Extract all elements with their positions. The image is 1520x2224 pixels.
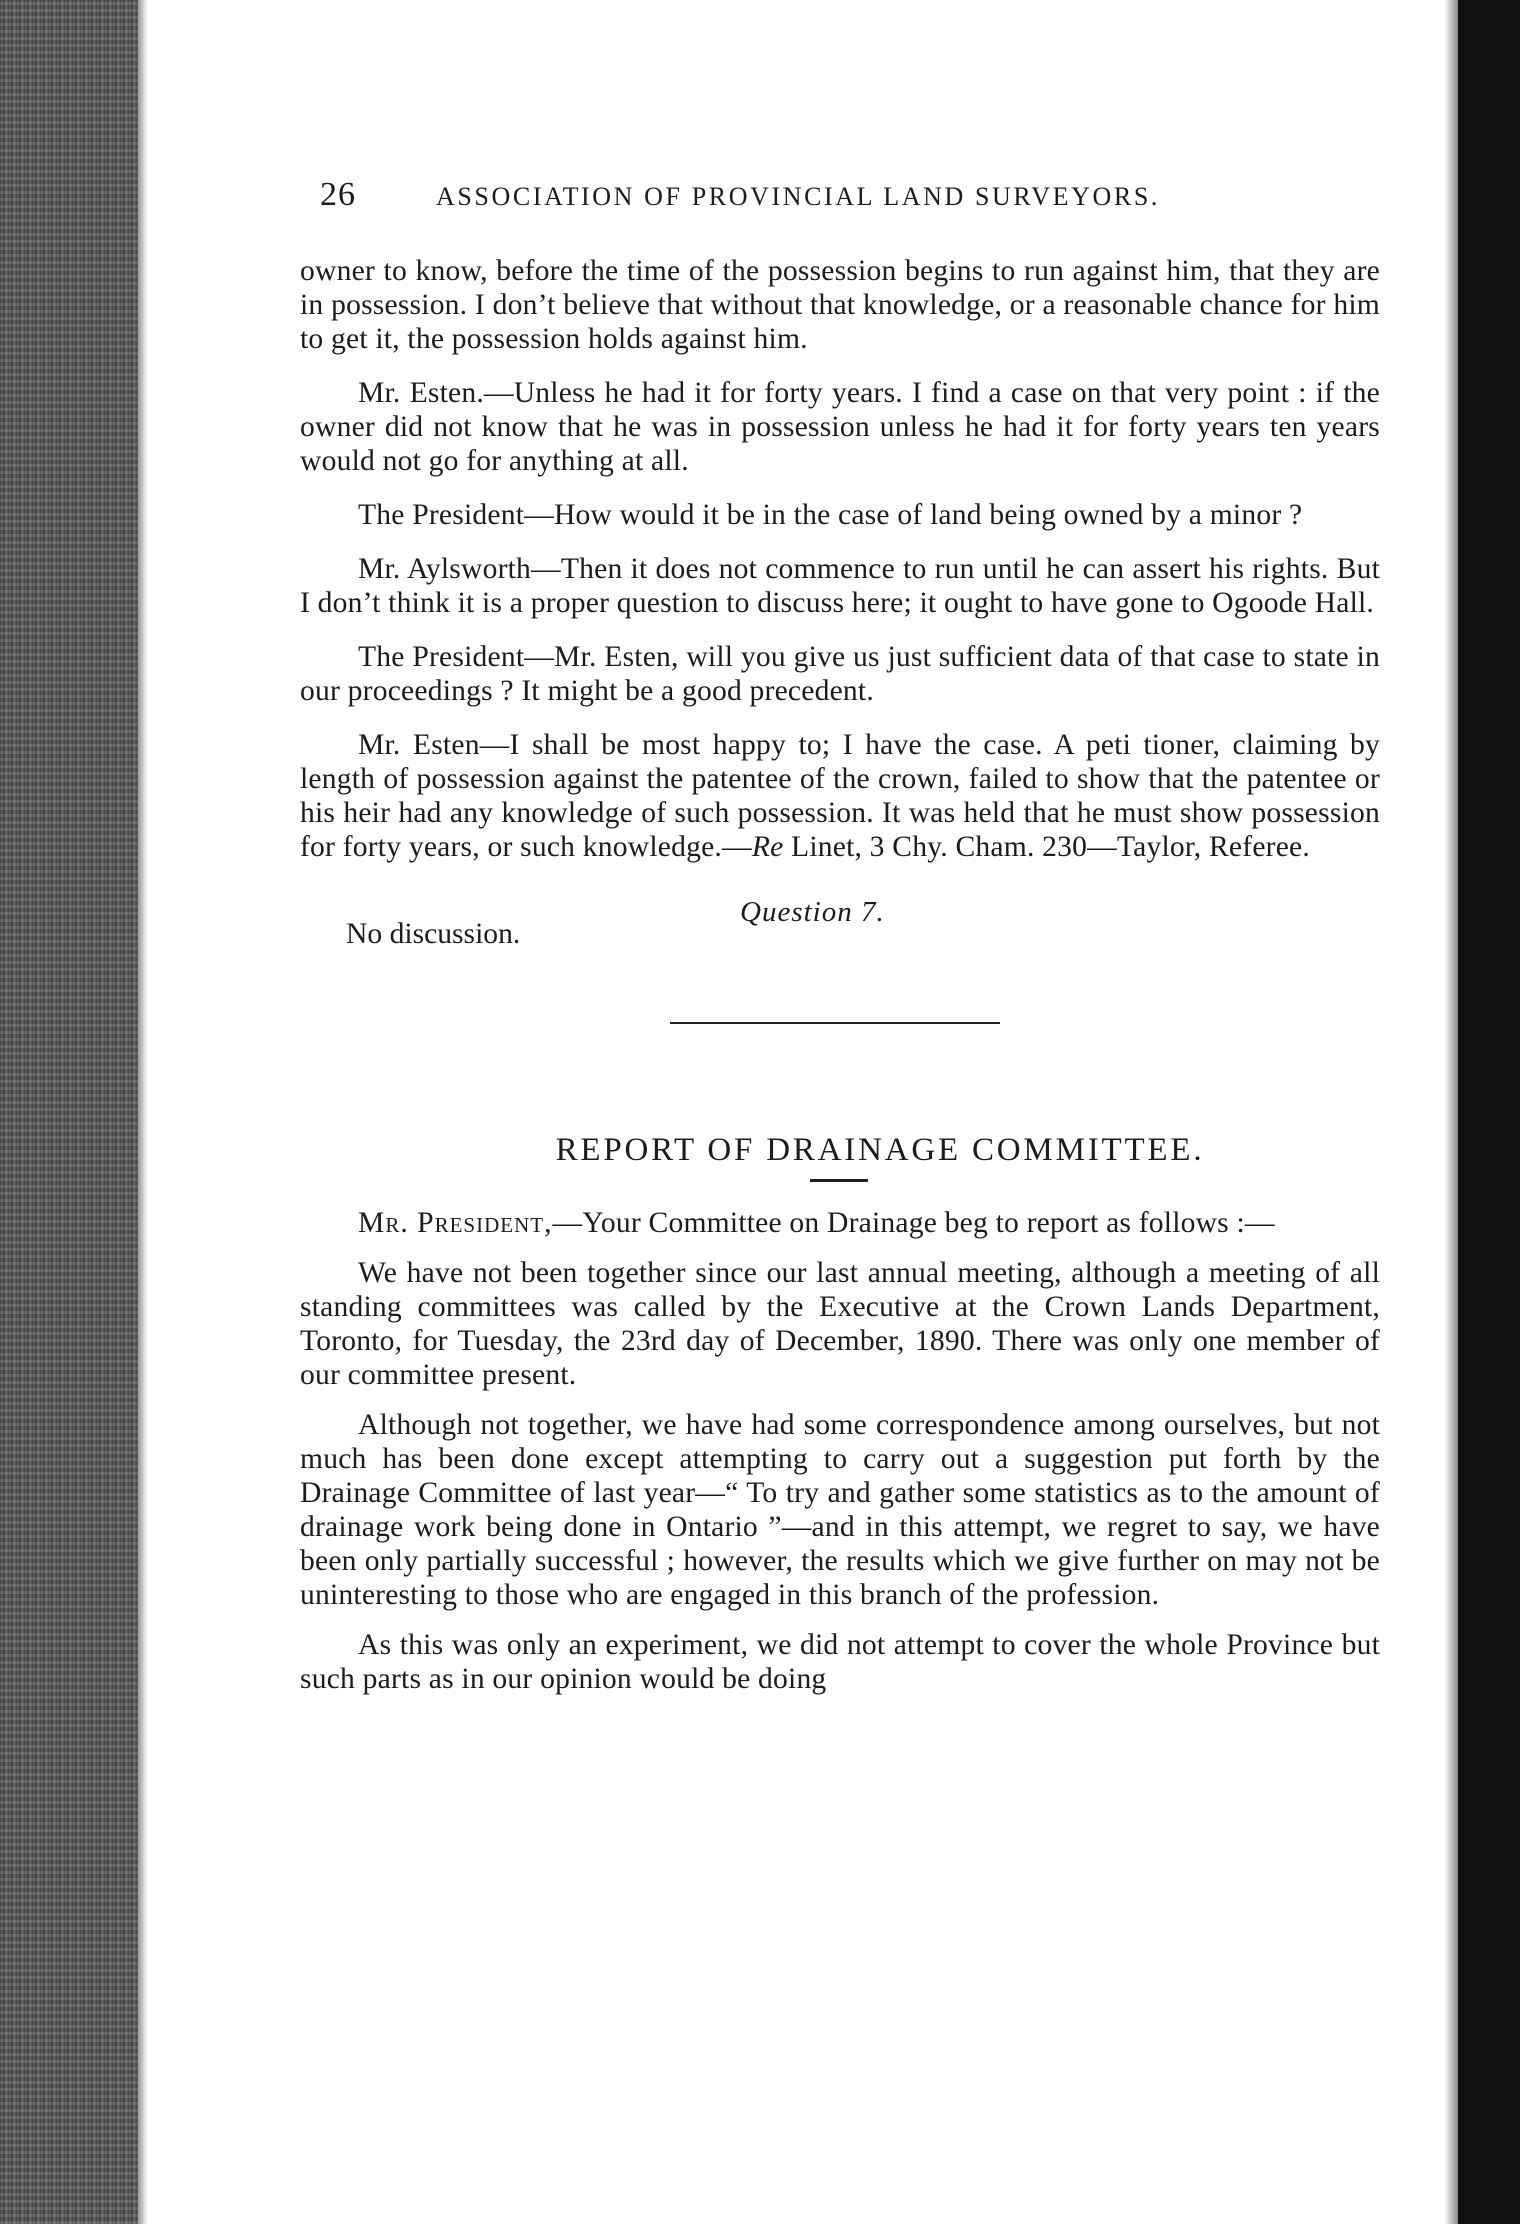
report-opening-text: —Your Committee on Drainage beg to report as follows :—: [552, 1207, 1275, 1239]
report-paragraph: Although not together, we have had some correspondence among ourselves, but not much has been done except attempting to carry out a suggestion put forth by the Drainage Committee of last year—“ To try and gather some statistics as to the amount of drainage work being done in Ontario ”—and in this attempt, we regret to say, we have been only partially successful ; however, the results which we give further on may not be uninteresting to those who are engaged in this branch of the profession.: [300, 1409, 1380, 1611]
case-citation-italic: Re: [751, 831, 784, 863]
esten-reply-text: Mr. Esten—I shall be most happy to; I have the case. A peti tioner, claiming by length of possession against the patentee of the crown, failed to show that the patentee or his heir had any knowledge of such possession. It was held that he must show possession for forty years, or such knowledge.—: [300, 729, 1380, 863]
question-note: No discussion.: [346, 918, 521, 950]
page-number: 26: [320, 176, 356, 213]
discussion-paragraph: The President—Mr. Esten, will you give us just sufficient data of that case to state in our proceedings ? It might be a good precedent.: [300, 641, 1380, 707]
section-divider: [670, 1022, 1000, 1024]
report-paragraph: As this was only an experiment, we did not attempt to cover the whole Province but such parts as in our opinion would be doing: [300, 1629, 1380, 1695]
title-rule: [810, 1179, 868, 1182]
report-title: REPORT OF DRAINAGE COMMITTEE.: [555, 1132, 1205, 1168]
discussion-paragraph: owner to know, before the time of the possession begins to run against him, that they are in possession. I don’t believe that without that knowledge, or a reasonable chance for him to get it, the possession holds against him.: [300, 255, 1380, 355]
discussion-paragraph: The President—How would it be in the case of land being owned by a minor ?: [358, 499, 1303, 531]
report-opening: [300, 1206, 1380, 1240]
discussion-paragraph: Mr. Esten.—Unless he had it for forty years. I find a case on that very point : if the owner did not know that he was in possession unless he had it for forty years ten years would not go for anything at all.: [300, 377, 1380, 477]
running-head-title: ASSOCIATION OF PROVINCIAL LAND SURVEYORS.: [436, 182, 1160, 211]
report-paragraph: We have not been together since our last annual meeting, although a meeting of all standing committees was called by the Executive at the Crown Lands Department, Toronto, for Tuesday, the 23rd day of December, 1890. There was only one member of our committee present.: [300, 1257, 1380, 1391]
question-heading: Question 7.: [740, 896, 885, 928]
report-body: [300, 1206, 1380, 1696]
page-edge-shadow: [1444, 0, 1458, 2224]
scan-border: [1458, 0, 1520, 2224]
question-section: [300, 896, 1380, 966]
page-gutter: [138, 0, 148, 2224]
discussion-paragraph: Mr. Aylsworth—Then it does not commence to run until he can assert his rights. But I don’t think it is a proper question to discuss here; it ought to have gone to Ogoode Hall.: [300, 553, 1380, 619]
page-content: [300, 176, 1380, 1712]
running-head: [320, 176, 1380, 214]
book-edge: [0, 0, 138, 2224]
esten-reply-paragraph: [300, 728, 1380, 864]
case-citation-text: Linet, 3 Chy. Cham. 230—Taylor, Referee.: [783, 831, 1310, 863]
report-salutation: Mr. President,: [358, 1207, 553, 1239]
